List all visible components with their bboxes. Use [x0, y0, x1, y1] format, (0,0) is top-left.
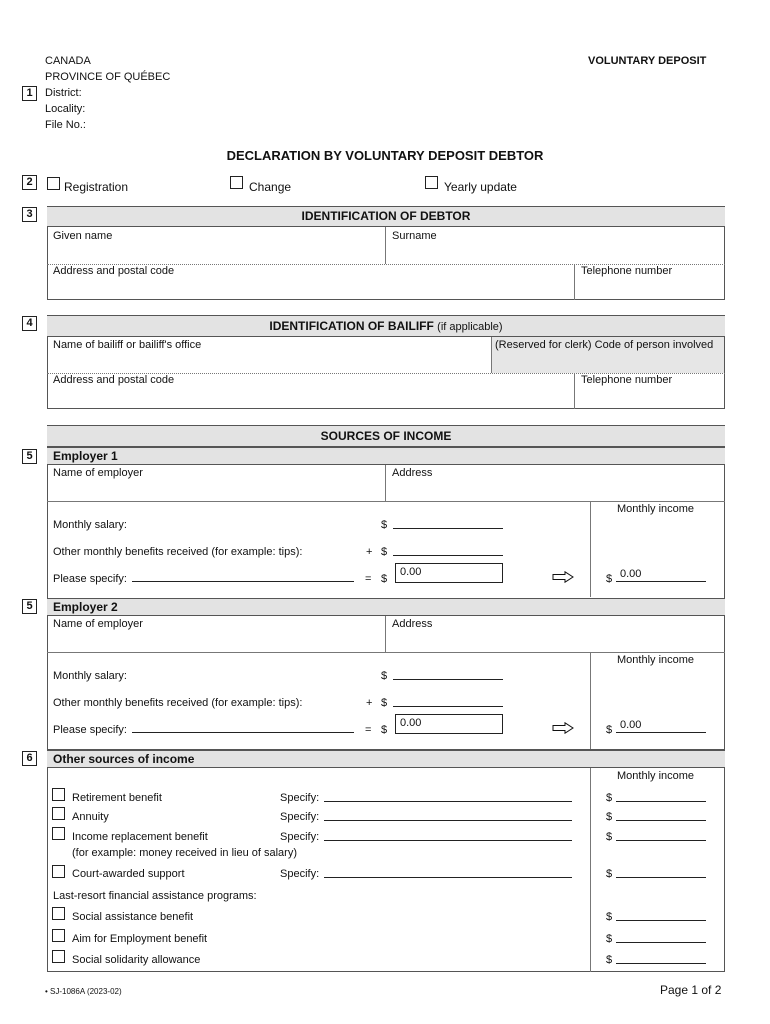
bailiff-heading [47, 315, 725, 337]
employer-1-total-dollar: $ [381, 573, 388, 585]
court-awarded-specify-field[interactable] [324, 877, 572, 878]
retirement-specify-field[interactable] [324, 801, 572, 802]
income-replacement-label: Income replacement benefit [72, 831, 208, 843]
employer-2-plus-sign: + [366, 697, 373, 709]
form-code: • SJ-1086A (2023-02) [45, 987, 122, 996]
social-assistance-label: Social assistance benefit [72, 911, 194, 923]
employer-1-salary-field[interactable] [393, 528, 503, 529]
employer-2-row-divider [47, 652, 725, 653]
employer-2-total-field[interactable]: 0.00 [395, 714, 503, 734]
employer-1-salary-dollar: $ [381, 519, 388, 531]
employer-2-benefits-field[interactable] [393, 706, 503, 707]
employer-2-heading: Employer 2 [47, 598, 725, 616]
given-name-label: Given name [53, 230, 113, 242]
locality-label: Locality: [45, 103, 86, 115]
social-solidarity-label: Social solidarity allowance [72, 954, 201, 966]
employer-2-specify-field[interactable] [132, 732, 354, 733]
debtor-heading: IDENTIFICATION OF DEBTOR [47, 206, 725, 227]
employer-1-name-label: Name of employer [53, 467, 143, 479]
section-number-1: 1 [22, 86, 37, 101]
employer-2-income-divider [590, 652, 591, 749]
aim-for-employment-dollar: $ [606, 933, 613, 945]
income-replacement-dollar: $ [606, 831, 613, 843]
debtor-telephone-label: Telephone number [581, 265, 673, 277]
employer-2-monthly-total-line[interactable] [616, 732, 706, 733]
employer-1-plus-sign: + [366, 546, 373, 558]
retirement-benefit-label: Retirement benefit [72, 792, 162, 804]
employer-1-monthly-income-label: Monthly income [617, 503, 695, 515]
section-number-5-employer-2: 5 [22, 599, 37, 614]
section-number-4: 4 [22, 316, 37, 331]
surname-label: Surname [392, 230, 437, 242]
income-replacement-note: (for example: money received in lieu of salary) [72, 847, 297, 859]
employer-2-specify-label: Please specify: [53, 724, 127, 736]
income-replacement-specify-label: Specify: [280, 831, 320, 843]
employer-1-divider [385, 465, 386, 501]
debtor-divider-2 [574, 264, 575, 300]
aim-for-employment-amount-field[interactable] [616, 942, 706, 943]
income-replacement-specify-field[interactable] [324, 840, 572, 841]
social-solidarity-amount-field[interactable] [616, 963, 706, 964]
employer-1-benefits-label: Other monthly benefits received (for example: tips): [53, 546, 303, 558]
other-monthly-income-label: Monthly income [617, 770, 695, 782]
page-title: DECLARATION BY VOLUNTARY DEPOSIT DEBTOR [226, 148, 544, 163]
social-solidarity-checkbox[interactable] [52, 950, 65, 963]
employer-1-heading: Employer 1 [47, 447, 725, 465]
section-number-5-employer-1: 5 [22, 449, 37, 464]
employer-1-equals-sign: = [365, 573, 372, 585]
annuity-specify-field[interactable] [324, 820, 572, 821]
employer-1-monthly-total-line[interactable] [616, 581, 706, 582]
section-number-3: 3 [22, 207, 37, 222]
yearly-update-label: Yearly update [444, 180, 517, 194]
change-label: Change [249, 180, 292, 194]
employer-1-address-label: Address [392, 467, 433, 479]
annuity-dollar: $ [606, 811, 613, 823]
retirement-benefit-checkbox[interactable] [52, 788, 65, 801]
court-awarded-specify-label: Specify: [280, 868, 320, 880]
social-assistance-checkbox[interactable] [52, 907, 65, 920]
employer-2-divider [385, 616, 386, 652]
debtor-address-label: Address and postal code [53, 265, 175, 277]
debtor-divider [385, 227, 386, 264]
employer-2-monthly-income-label: Monthly income [617, 654, 695, 666]
section-number-6: 6 [22, 751, 37, 766]
retirement-amount-field[interactable] [616, 801, 706, 802]
annuity-label: Annuity [72, 811, 109, 823]
reserved-for-clerk-label: (Reserved for clerk) Code of person involved [495, 339, 714, 351]
income-replacement-amount-field[interactable] [616, 840, 706, 841]
last-resort-label: Last-resort financial assistance programs: [53, 890, 257, 902]
retirement-specify-label: Specify: [280, 792, 320, 804]
aim-for-employment-label: Aim for Employment benefit [72, 933, 208, 945]
employer-2-benefits-label: Other monthly benefits received (for example: tips): [53, 697, 303, 709]
other-income-heading: Other sources of income [47, 750, 725, 768]
social-assistance-amount-field[interactable] [616, 920, 706, 921]
employer-2-name-label: Name of employer [53, 618, 143, 630]
court-awarded-amount-field[interactable] [616, 877, 706, 878]
employer-2-salary-dollar: $ [381, 670, 388, 682]
employer-2-monthly-total: 0.00 [620, 719, 642, 731]
court-awarded-support-label: Court-awarded support [72, 868, 185, 880]
page-number: Page 1 of 2 [660, 983, 722, 997]
employer-2-address-label: Address [392, 618, 433, 630]
country-label: CANADA [45, 55, 91, 67]
employer-1-total-field[interactable]: 0.00 [395, 563, 503, 583]
bailiff-divider-2 [574, 373, 575, 409]
annuity-specify-label: Specify: [280, 811, 320, 823]
aim-for-employment-checkbox[interactable] [52, 929, 65, 942]
bailiff-heading-text: IDENTIFICATION OF BAILIFF [269, 319, 434, 333]
file-number-label: File No.: [45, 119, 86, 131]
section-number-2: 2 [22, 175, 37, 190]
employer-2-total-dollar: $ [381, 724, 388, 736]
employer-2-salary-label: Monthly salary: [53, 670, 127, 682]
employer-2-equals-sign: = [365, 724, 372, 736]
court-awarded-dollar: $ [606, 868, 613, 880]
arrow-right-icon [552, 571, 574, 583]
income-replacement-checkbox[interactable] [52, 827, 65, 840]
change-checkbox[interactable] [230, 176, 243, 189]
employer-1-monthly-total: 0.00 [620, 568, 642, 580]
employer-2-monthly-dollar: $ [606, 724, 613, 736]
registration-checkbox[interactable] [47, 177, 60, 190]
employer-1-income-divider [590, 501, 591, 597]
employer-1-monthly-dollar: $ [606, 573, 613, 585]
court-awarded-support-checkbox[interactable] [52, 865, 65, 878]
bailiff-heading-note: (if applicable) [437, 321, 503, 333]
district-label: District: [45, 87, 82, 99]
employer-1-benefits-field[interactable] [393, 555, 503, 556]
bailiff-divider [491, 337, 492, 373]
employer-1-benefits-dollar: $ [381, 546, 388, 558]
arrow-right-icon [552, 722, 574, 734]
bailiff-telephone-label: Telephone number [581, 374, 673, 386]
employer-1-salary-label: Monthly salary: [53, 519, 127, 531]
other-income-divider [590, 768, 591, 972]
employer-1-specify-field[interactable] [132, 581, 354, 582]
document-type-label: VOLUNTARY DEPOSIT [588, 55, 707, 67]
bailiff-address-label: Address and postal code [53, 374, 175, 386]
province-label: PROVINCE OF QUÉBEC [45, 71, 171, 83]
employer-1-row-divider [47, 501, 725, 502]
social-assistance-dollar: $ [606, 911, 613, 923]
yearly-update-checkbox[interactable] [425, 176, 438, 189]
income-heading: SOURCES OF INCOME [47, 425, 725, 447]
employer-2-salary-field[interactable] [393, 679, 503, 680]
registration-label: Registration [64, 180, 129, 194]
employer-1-specify-label: Please specify: [53, 573, 127, 585]
retirement-dollar: $ [606, 792, 613, 804]
employer-2-benefits-dollar: $ [381, 697, 388, 709]
social-solidarity-dollar: $ [606, 954, 613, 966]
bailiff-name-label: Name of bailiff or bailiff's office [53, 339, 202, 351]
annuity-checkbox[interactable] [52, 807, 65, 820]
annuity-amount-field[interactable] [616, 820, 706, 821]
